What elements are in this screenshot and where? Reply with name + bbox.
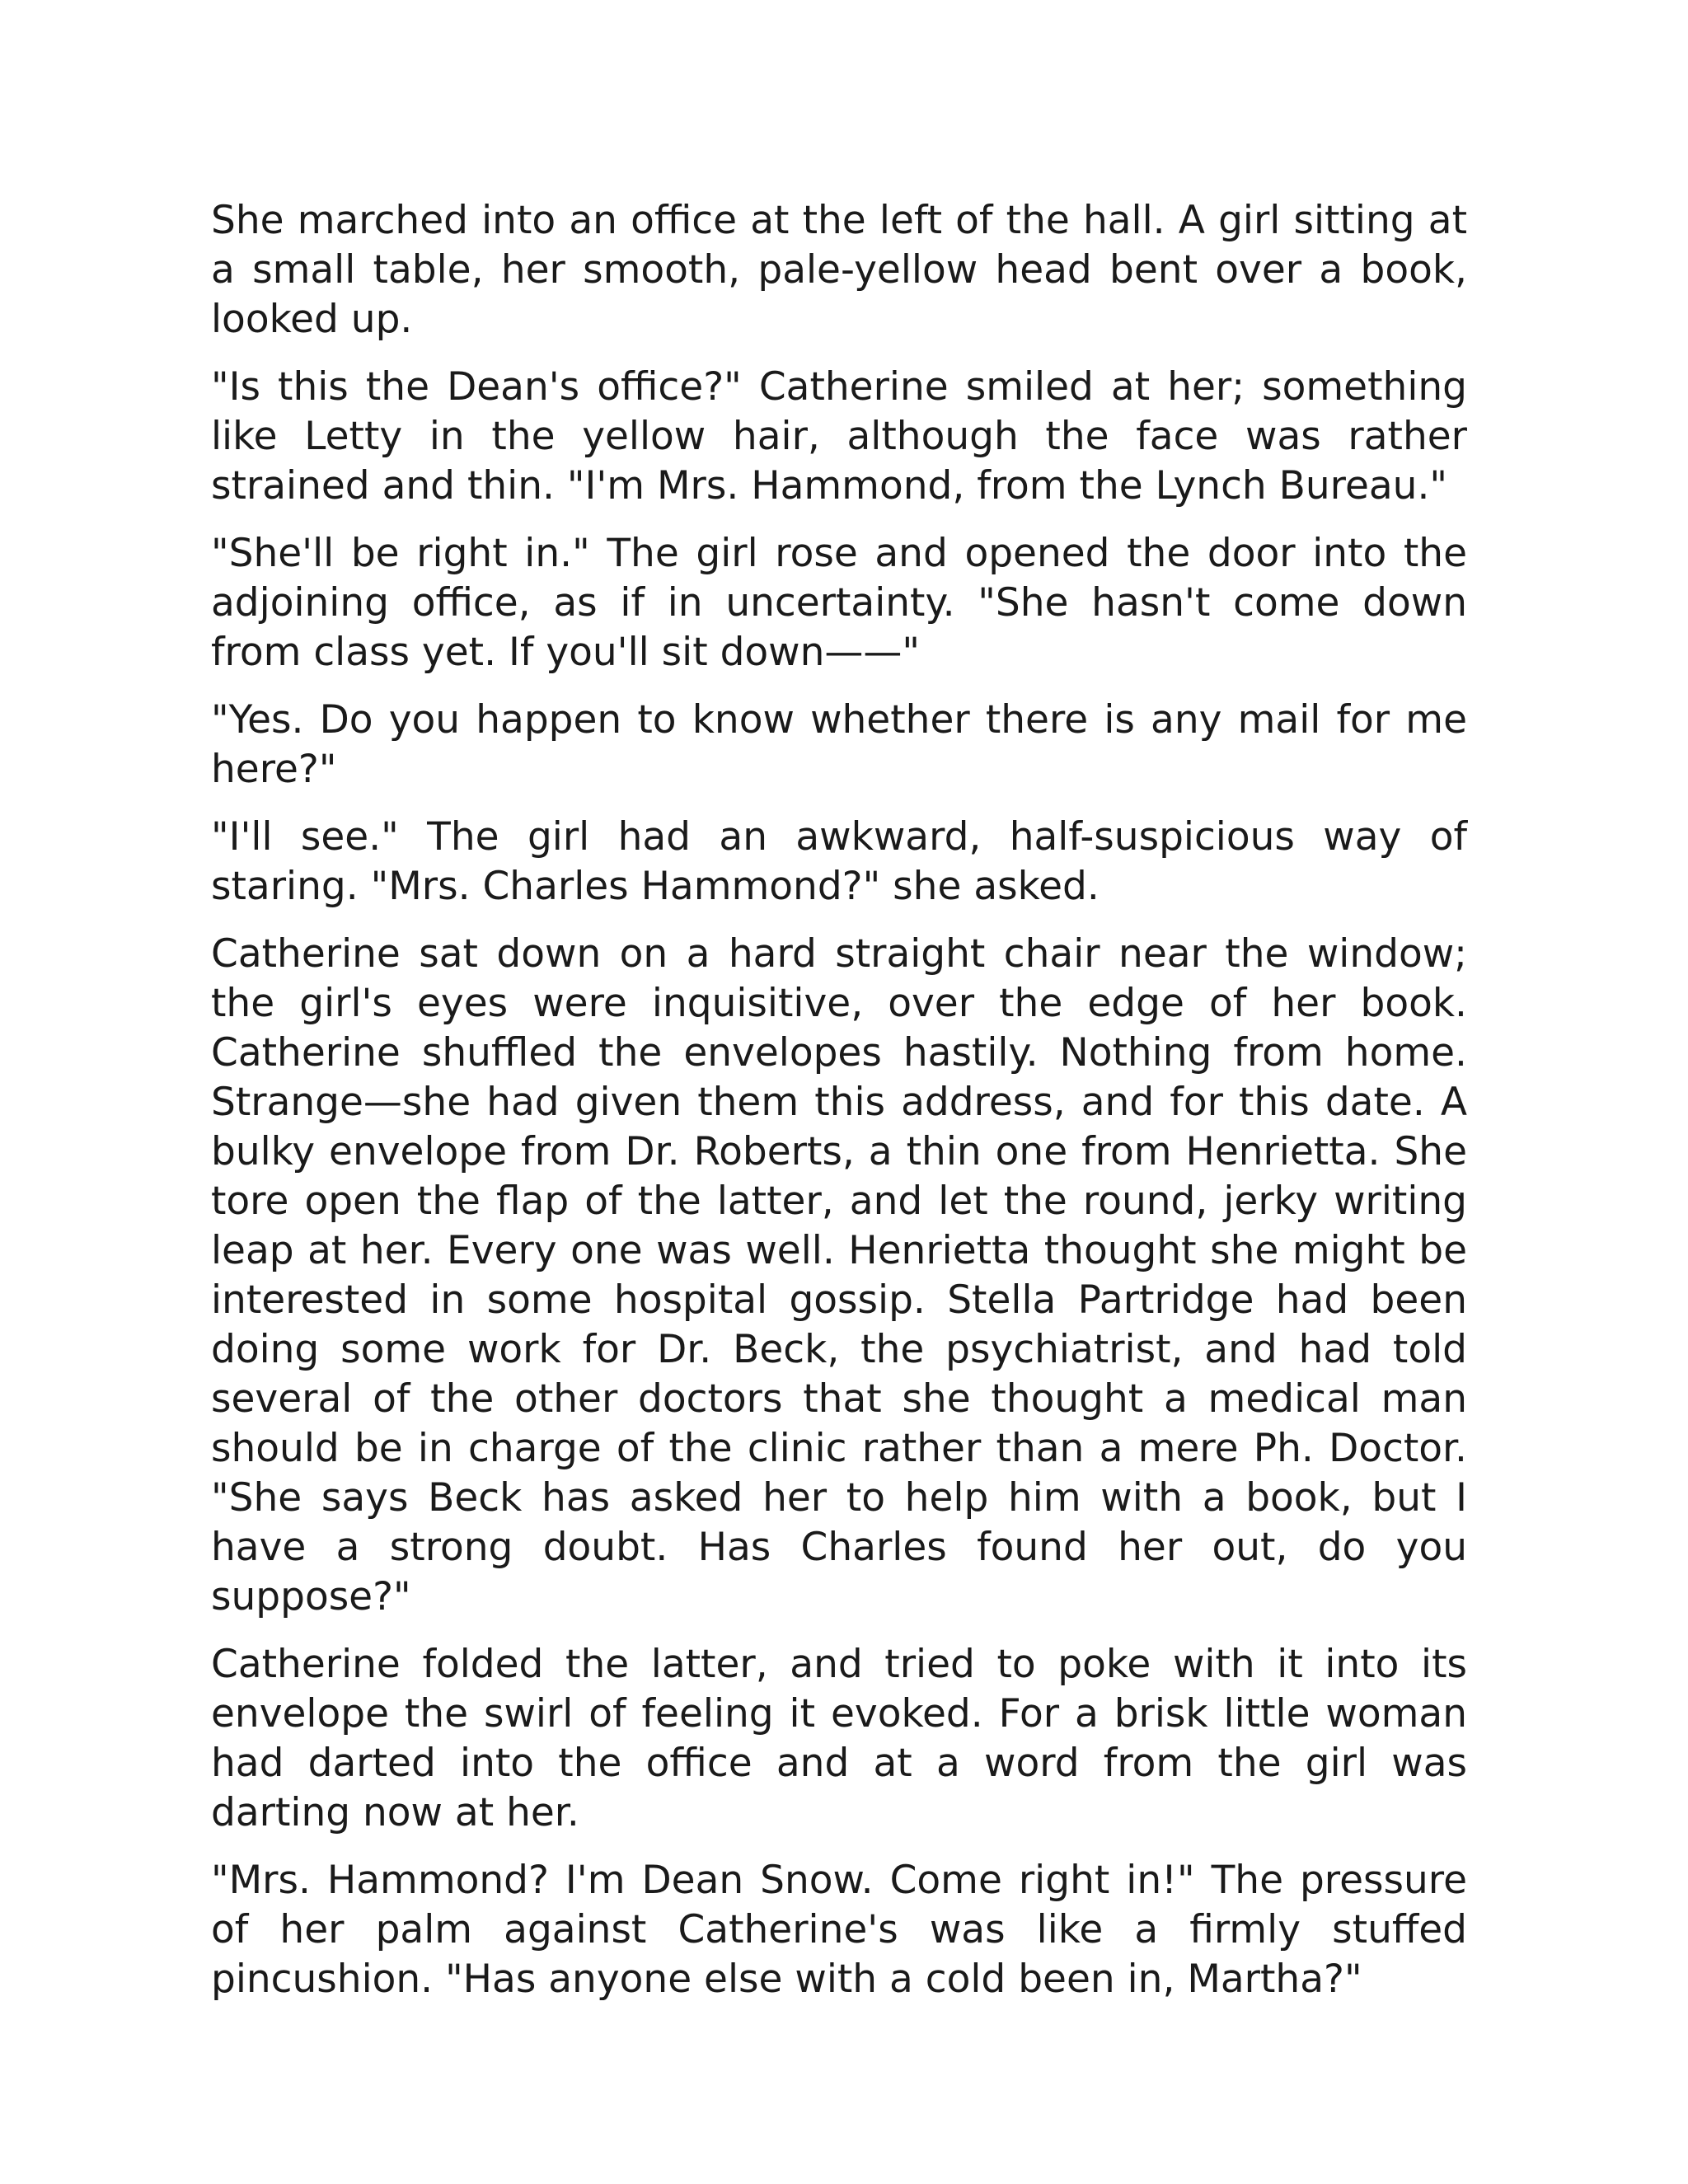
paragraph: "I'll see." The girl had an awkward, half-suspicious way of staring. "Mrs. Charles Hammond?" she asked. [211,814,1467,909]
paragraph: She marched into an office at the left of the hall. A girl sitting at a small table, her smooth, pale-yellow head bent over a book, looked up. [211,198,1467,342]
body-text [211,196,1467,2022]
paragraph: "Mrs. Hammond? I'm Dean Snow. Come right in!" The pressure of her palm against Catherine's was like a firmly stuffed pincushion. "Has anyone else with a cold been in, Martha?" [211,1858,1467,2002]
paragraph: Catherine sat down on a hard straight chair near the window; the girl's eyes were inquisitive, over the edge of her book. Catherine shuffled the envelopes hastily. Nothing from home. Strange—she had given them this address, and for this date. A bulky envelope from Dr. Roberts, a thin one from Henrietta. She tore open the flap of the latter, and let the round, jerky writing leap at her. Every one was well. Henrietta thought she might be interested in some hospital gossip. Stella Partridge had been doing some work for Dr. Beck, the psychiatrist, and had told several of the other doctors that she thought a medical man should be in charge of the clinic rather than a mere Ph. Doctor. "She says Beck has asked her to help him with a book, but I have a strong doubt. Has Charles found her out, do you suppose?" [211,931,1467,1619]
paragraph: "Yes. Do you happen to know whether there is any mail for me here?" [211,697,1467,792]
paragraph: "Is this the Dean's office?" Catherine smiled at her; something like Letty in the yellow hair, although the face was rather strained and thin. "I'm Mrs. Hammond, from the Lynch Bureau." [211,364,1467,509]
paragraph: Catherine folded the latter, and tried to poke with it into its envelope the swirl of feeling it evoked. For a brisk little woman had darted into the office and at a word from the girl was darting now at her. [211,1642,1467,1835]
paragraph: "She'll be right in." The girl rose and opened the door into the adjoining office, as if in uncertainty. "She hasn't come down from class yet. If you'll sit down——" [211,531,1467,675]
